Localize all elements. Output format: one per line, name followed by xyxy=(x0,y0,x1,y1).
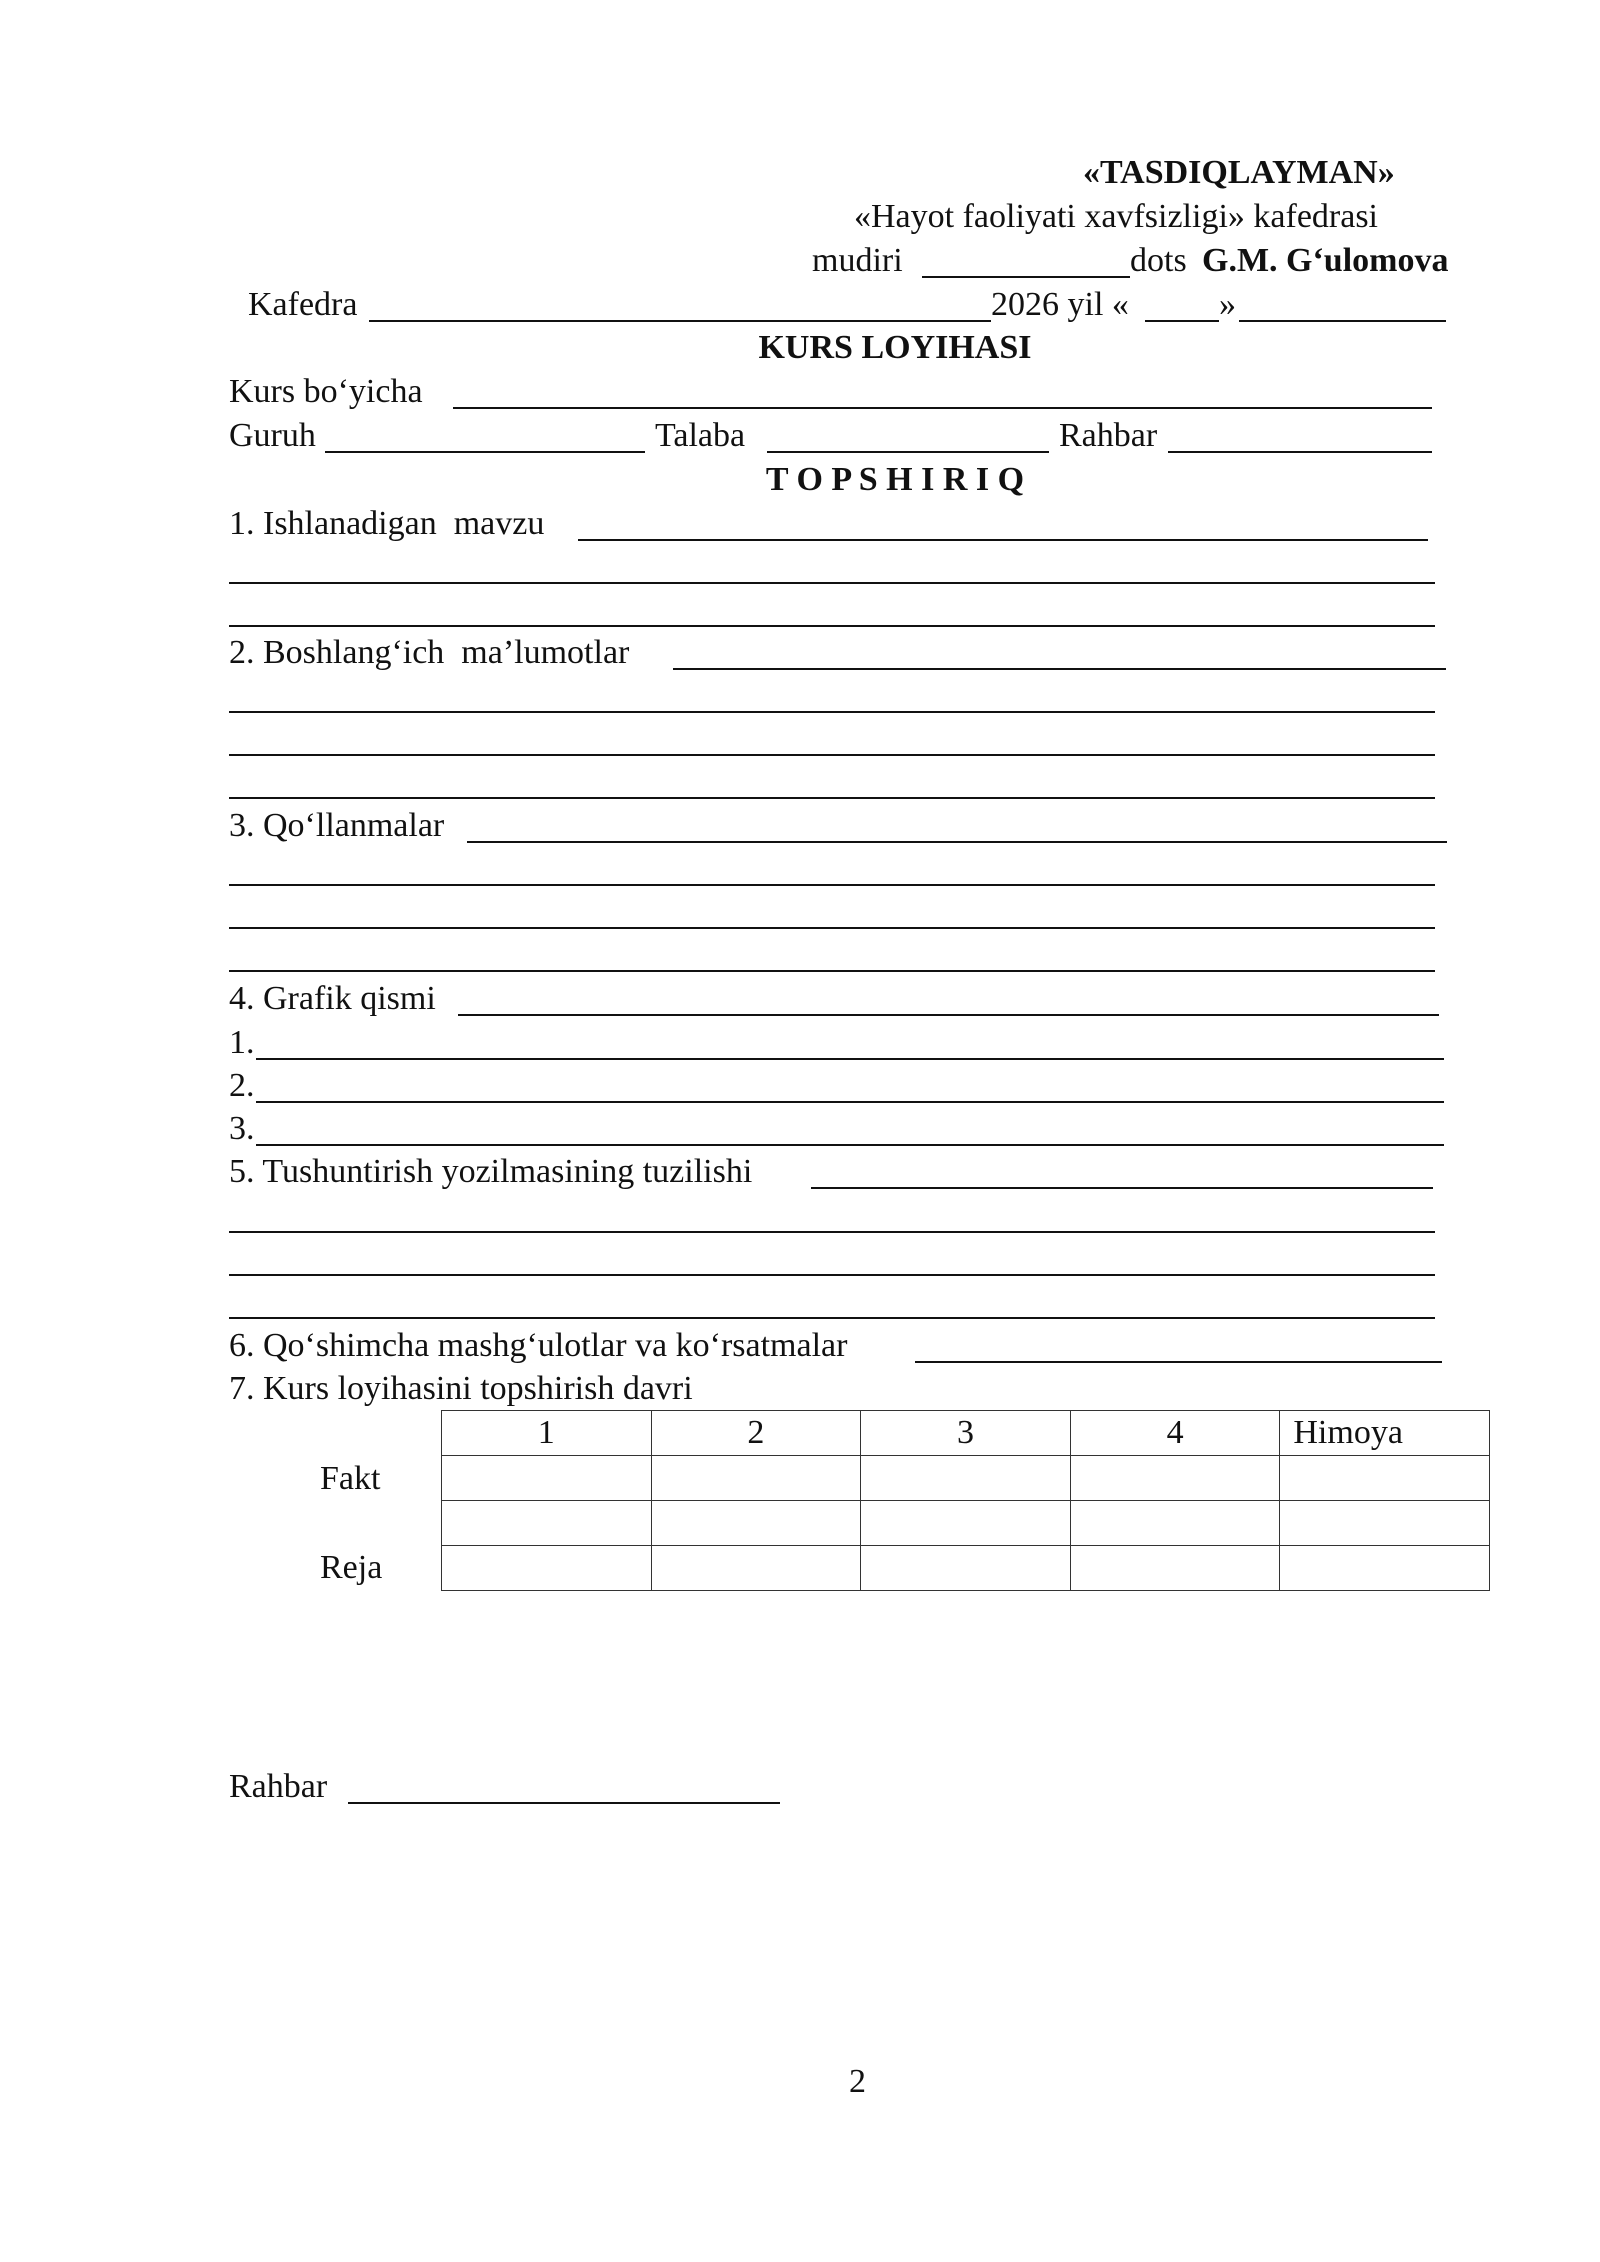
item-6-field xyxy=(915,1361,1442,1363)
item-3-field xyxy=(467,841,1447,843)
item-6-label: 6. Qo‘shimcha mashg‘ulotlar va ko‘rsatmalar xyxy=(229,1327,848,1364)
graphic-item-3-field xyxy=(256,1144,1444,1146)
item-5-extra-line xyxy=(229,1274,1435,1276)
item-2-extra-line xyxy=(229,797,1435,799)
item-1-extra-line xyxy=(229,582,1435,584)
item-1-label: 1. Ishlanadigan mavzu xyxy=(229,505,545,542)
graphic-item-1-field xyxy=(256,1058,1444,1060)
item-5-extra-line xyxy=(229,1231,1435,1233)
schedule-column-header: 4 xyxy=(1070,1411,1280,1456)
schedule-row-label-reja: Reja xyxy=(320,1549,383,1586)
item-5-extra-line xyxy=(229,1317,1435,1319)
item-3-label: 3. Qo‘llanmalar xyxy=(229,807,445,844)
schedule-cell[interactable] xyxy=(651,1456,861,1501)
item-3-extra-line xyxy=(229,970,1435,972)
item-5-label: 5. Tushuntirish yozilmasining tuzilishi xyxy=(229,1153,753,1190)
graphic-item-1: 1. xyxy=(229,1024,255,1061)
item-2-extra-line xyxy=(229,754,1435,756)
schedule-header-row xyxy=(442,1411,1490,1456)
department-line: «Hayot faoliyati xavfsizligi» kafedrasi xyxy=(854,198,1378,235)
schedule-cell[interactable] xyxy=(442,1456,652,1501)
page-number: 2 xyxy=(849,2063,866,2100)
kurs-field xyxy=(453,407,1432,409)
task-title: T O P S H I R I Q xyxy=(765,461,1025,498)
approval-title: «TASDIQLAYMAN» xyxy=(1083,154,1395,191)
schedule-row-label-fakt: Fakt xyxy=(320,1460,381,1497)
schedule-cell[interactable] xyxy=(442,1501,652,1546)
graphic-item-2-field xyxy=(256,1101,1444,1103)
item-2-field xyxy=(673,668,1446,670)
graphic-item-2: 2. xyxy=(229,1067,255,1104)
talaba-label: Talaba xyxy=(655,417,746,454)
rahbar-field xyxy=(1168,451,1432,453)
date-month-field xyxy=(1239,320,1446,322)
head-name: G.M. G‘ulomova xyxy=(1202,242,1449,279)
guruh-field xyxy=(325,451,645,453)
schedule-cell[interactable] xyxy=(1280,1501,1490,1546)
item-1-extra-line xyxy=(229,625,1435,627)
talaba-field xyxy=(767,451,1049,453)
schedule-cell[interactable] xyxy=(861,1456,1071,1501)
schedule-column-header: 1 xyxy=(442,1411,652,1456)
item-1-field xyxy=(578,539,1428,541)
schedule-row xyxy=(442,1546,1490,1591)
schedule-column-header: 3 xyxy=(861,1411,1071,1456)
schedule-cell[interactable] xyxy=(861,1546,1071,1591)
schedule-cell[interactable] xyxy=(1280,1456,1490,1501)
item-2-label: 2. Boshlang‘ich ma’lumotlar xyxy=(229,634,630,671)
schedule-row xyxy=(442,1501,1490,1546)
date-close-quote: » xyxy=(1219,286,1236,323)
schedule-cell[interactable] xyxy=(651,1501,861,1546)
schedule-cell[interactable] xyxy=(1280,1546,1490,1591)
date-year-text: 2026 yil « xyxy=(991,286,1129,323)
schedule-column-header: 2 xyxy=(651,1411,861,1456)
graphic-item-3: 3. xyxy=(229,1110,255,1147)
schedule-cell[interactable] xyxy=(1070,1501,1280,1546)
schedule-cell[interactable] xyxy=(442,1546,652,1591)
kafedra-label: Kafedra xyxy=(248,286,358,323)
item-4-field xyxy=(458,1014,1439,1016)
kurs-label: Kurs bo‘yicha xyxy=(229,373,423,410)
schedule-cell[interactable] xyxy=(1070,1456,1280,1501)
item-3-extra-line xyxy=(229,884,1435,886)
item-5-field xyxy=(811,1187,1433,1189)
item-3-extra-line xyxy=(229,927,1435,929)
schedule-cell[interactable] xyxy=(1070,1546,1280,1591)
head-signature-line xyxy=(922,276,1130,278)
footer-signature-line xyxy=(348,1802,780,1804)
footer-rahbar-label: Rahbar xyxy=(229,1768,328,1805)
guruh-label: Guruh xyxy=(229,417,316,454)
schedule-row xyxy=(442,1456,1490,1501)
schedule-table xyxy=(441,1410,1490,1591)
kafedra-field xyxy=(369,320,991,322)
course-title: KURS LOYIHASI xyxy=(758,329,1032,366)
schedule-cell[interactable] xyxy=(861,1501,1071,1546)
item-7-label: 7. Kurs loyihasini topshirish davri xyxy=(229,1370,693,1407)
mudiri-label: mudiri xyxy=(812,242,903,279)
dots-label: dots xyxy=(1130,242,1187,279)
schedule-column-header: Himoya xyxy=(1280,1411,1490,1456)
item-2-extra-line xyxy=(229,711,1435,713)
schedule-cell[interactable] xyxy=(651,1546,861,1591)
item-4-label: 4. Grafik qismi xyxy=(229,980,436,1017)
date-day-field xyxy=(1145,320,1219,322)
rahbar-label: Rahbar xyxy=(1059,417,1158,454)
